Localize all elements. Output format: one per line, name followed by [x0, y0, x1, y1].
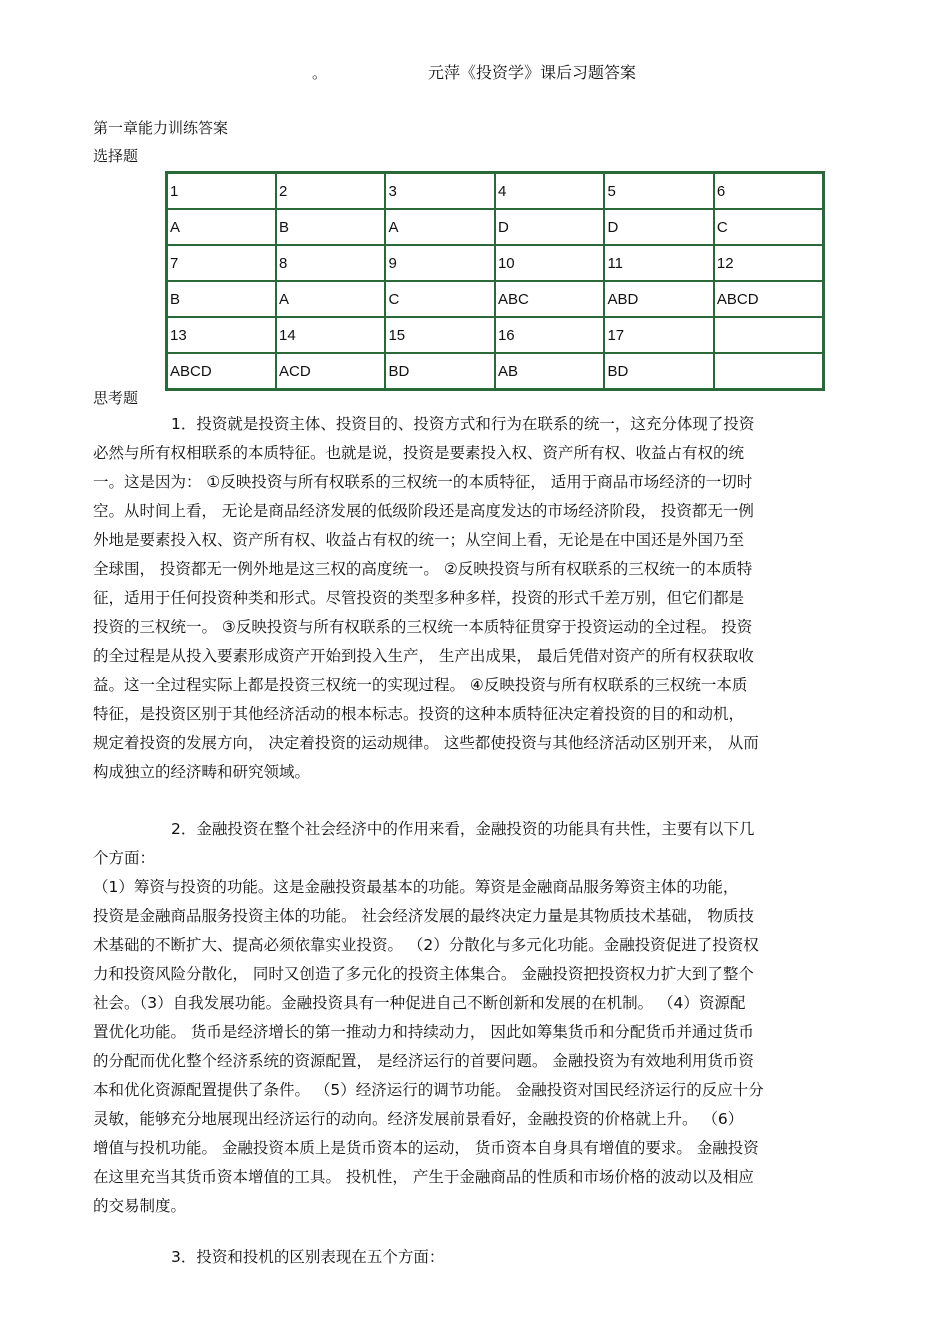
table-row — [167, 317, 824, 353]
table-cell: D — [495, 209, 604, 245]
q1-line: 必然与所有权相联系的本质特征。也就是说，投资是要素投入权、资产所有权、收益占有权的统 — [93, 444, 745, 462]
q2-line: 社会。（3）自我发展功能。金融投资具有一种促进自己不断创新和发展的在机制。 （4）资源配 — [93, 994, 746, 1012]
table-cell: A — [385, 209, 494, 245]
table-cell: 5 — [604, 173, 713, 210]
table-cell: 7 — [167, 245, 276, 281]
table-cell: 3 — [385, 173, 494, 210]
table-cell: ABCD — [714, 281, 824, 317]
q2-line: 的交易制度。 — [93, 1197, 187, 1215]
q2-line: 术基础的不断扩大、提高必须依靠实业投资。 （2）分散化与多元化功能。金融投资促进了投资权 — [93, 936, 759, 954]
table-cell: BD — [385, 353, 494, 390]
table-cell: 1 — [167, 173, 276, 210]
q1-line: 外地是要素投入权、资产所有权、收益占有权的统一；从空间上看，无论是在中国还是外国乃至 — [93, 531, 745, 549]
table-cell: 6 — [714, 173, 824, 210]
table-cell: A — [276, 281, 385, 317]
table-cell: ABCD — [167, 353, 276, 390]
table-cell: 9 — [385, 245, 494, 281]
answer-table — [165, 171, 825, 391]
chapter-title: 第一章能力训练答案 — [93, 119, 229, 137]
q1-line: 的全过程是从投入要素形成资产开始到投入生产， 生产出成果， 最后凭借对资产的所有权获取收 — [93, 647, 754, 665]
q1-line: 益。这一全过程实际上都是投资三权统一的实现过程。 ④反映投资与所有权联系的三权统一本质 — [93, 676, 748, 694]
question-2 — [93, 815, 893, 1221]
table-cell: A — [167, 209, 276, 245]
table-row — [167, 281, 824, 317]
q1-line: 投资的三权统一。 ③反映投资与所有权联系的三权统一本质特征贯穿于投资运动的全过程。 投资 — [93, 618, 753, 636]
q1-line: 构成独立的经济畴和研究领域。 — [93, 763, 311, 781]
q1-line: 规定着投资的发展方向， 决定着投资的运动规律。 这些都使投资与其他经济活动区别开来， 从而 — [93, 734, 759, 752]
q2-line: 置优化功能。 货币是经济增长的第一推动力和持续动力， 因此如筹集货币和分配货币并通过货币 — [93, 1023, 754, 1041]
table-cell: B — [167, 281, 276, 317]
table-cell: ACD — [276, 353, 385, 390]
q2-line: 2．金融投资在整个社会经济中的作用来看，金融投资的功能具有共性，主要有以下几 — [171, 820, 755, 838]
table-cell: ABD — [604, 281, 713, 317]
table-cell: C — [385, 281, 494, 317]
q2-line: 的分配而优化整个经济系统的资源配置， 是经济运行的首要问题。 金融投资为有效地利用货币资 — [93, 1052, 754, 1070]
table-cell: D — [604, 209, 713, 245]
table-cell: 2 — [276, 173, 385, 210]
q1-line: 征，适用于任何投资种类和形式。尽管投资的类型多种多样，投资的形式千差万别，但它们都是 — [93, 589, 745, 607]
table-cell: 8 — [276, 245, 385, 281]
q2-line: 增值与投机功能。 金融投资本质上是货币资本的运动， 货币资本自身具有增值的要求。 金融投资 — [93, 1139, 759, 1157]
q2-line: 投资是金融商品服务投资主体的功能。 社会经济发展的最终决定力量是其物质技术基础， 物质技 — [93, 907, 754, 925]
section-think-heading: 思考题 — [93, 389, 139, 407]
table-row — [167, 173, 824, 210]
table-cell: B — [276, 209, 385, 245]
header-dot: 。 — [312, 64, 328, 82]
section-choice-heading: 选择题 — [93, 147, 139, 165]
table-cell: 4 — [495, 173, 604, 210]
question-3-line: 3．投资和投机的区别表现在五个方面： — [171, 1248, 445, 1266]
q1-line: 一。这是因为： ①反映投资与所有权联系的三权统一的本质特征， 适用于商品市场经济的一切时 — [93, 473, 753, 491]
page-title: 元萍《投资学》课后习题答案 — [428, 63, 637, 82]
q2-line: （1）筹资与投资的功能。这是金融投资最基本的功能。筹资是金融商品服务筹资主体的功能， — [93, 878, 739, 896]
table-row — [167, 209, 824, 245]
table-cell: 15 — [385, 317, 494, 353]
table-cell: AB — [495, 353, 604, 390]
table-cell: ABC — [495, 281, 604, 317]
table-cell — [714, 317, 824, 353]
q1-line: 全球围， 投资都无一例外地是这三权的高度统一。 ②反映投资与所有权联系的三权统一的本质特 — [93, 560, 753, 578]
q2-line: 力和投资风险分散化， 同时又创造了多元化的投资主体集合。 金融投资把投资权力扩大到了整个 — [93, 965, 754, 983]
table-cell — [714, 353, 824, 390]
table-cell: 16 — [495, 317, 604, 353]
table-cell: BD — [604, 353, 713, 390]
q1-line: 空。从时间上看， 无论是商品经济发展的低级阶段还是高度发达的市场经济阶段， 投资都无一例 — [93, 502, 754, 520]
table-cell: 10 — [495, 245, 604, 281]
q2-line: 本和优化资源配置提供了条件。 （5）经济运行的调节功能。 金融投资对国民经济运行的反应十分 — [93, 1081, 764, 1099]
table-cell: 12 — [714, 245, 824, 281]
table-cell: 17 — [604, 317, 713, 353]
question-1 — [93, 410, 893, 787]
q2-line: 个方面： — [93, 849, 156, 867]
q2-line: 在这里充当其货币资本增值的工具。 投机性， 产生于金融商品的性质和市场价格的波动以及相应 — [93, 1168, 754, 1186]
table-cell: 14 — [276, 317, 385, 353]
table-cell: C — [714, 209, 824, 245]
table-row — [167, 245, 824, 281]
table-row — [167, 353, 824, 390]
question-3 — [93, 1243, 893, 1272]
table-cell: 13 — [167, 317, 276, 353]
q1-line: 特征，是投资区别于其他经济活动的根本标志。投资的这种本质特征决定着投资的目的和动机， — [93, 705, 745, 723]
table-cell: 11 — [604, 245, 713, 281]
q1-line: 1．投资就是投资主体、投资目的、投资方式和行为在联系的统一，这充分体现了投资 — [171, 415, 755, 433]
q2-line: 灵敏，能够充分地展现出经济运行的动向。经济发展前景看好，金融投资的价格就上升。 （6） — [93, 1110, 744, 1128]
